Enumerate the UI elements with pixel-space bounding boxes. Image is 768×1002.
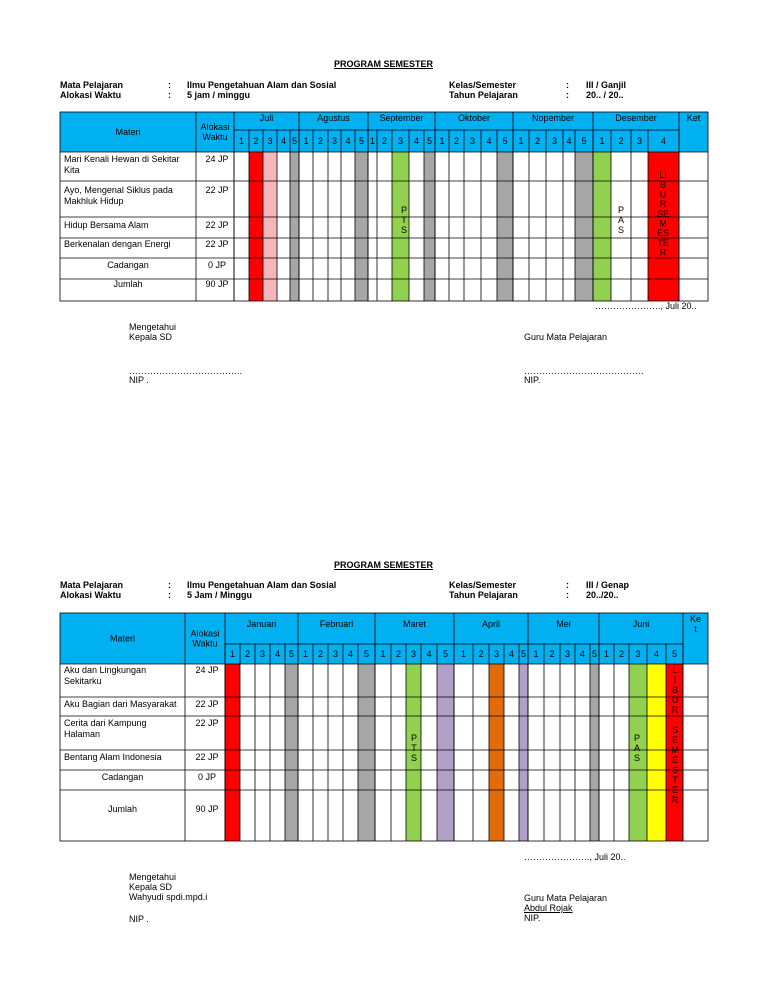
week-number: 1 bbox=[439, 136, 445, 146]
pas-label: P bbox=[633, 733, 641, 743]
col-alokasi-header: Alokasi bbox=[190, 628, 220, 639]
week-number: 3 bbox=[636, 136, 643, 146]
week-number: 2 bbox=[549, 649, 555, 659]
alokasi-cell: 22 JP bbox=[205, 239, 229, 249]
sem2-guru: Guru Mata Pelajaran bbox=[524, 893, 608, 903]
materi-cell: Makhluk Hidup bbox=[64, 196, 124, 206]
week-number: 4 bbox=[508, 649, 515, 659]
materi-cell: Sekitarku bbox=[64, 676, 102, 686]
sem2-alokasi-value: 5 Jam / Minggu bbox=[187, 590, 253, 600]
week-number: 3 bbox=[635, 649, 641, 659]
materi-cell: Hidup Bersama Alam bbox=[64, 220, 149, 230]
sem2-kelas-value: III / Genap bbox=[586, 580, 630, 590]
week-number: 1 bbox=[303, 136, 309, 146]
libur-semester-label: L bbox=[672, 665, 678, 675]
sem1-tahun-value: 20.. / 20.. bbox=[586, 90, 624, 100]
alokasi-cell: 22 JP bbox=[205, 220, 229, 230]
sem2-date-line: …………………., Juli 20.. bbox=[524, 852, 626, 862]
week-number: 2 bbox=[534, 136, 541, 146]
week-number: 2 bbox=[395, 649, 402, 659]
materi-cell: Cadangan bbox=[101, 772, 144, 782]
libur-semester-label: R bbox=[659, 247, 667, 258]
sem2-kepala-name: Wahyudi spdi.mpd.i bbox=[129, 892, 208, 902]
sem2-nip-left: NIP . bbox=[129, 914, 149, 924]
week-fill-red bbox=[225, 664, 240, 841]
month-label: Februari bbox=[319, 619, 354, 629]
sem2-mengetahui: Mengetahui bbox=[129, 872, 177, 882]
col-materi-header: Materi bbox=[115, 127, 141, 137]
pas-label: S bbox=[617, 225, 625, 235]
col-ket-header: t bbox=[694, 624, 697, 634]
col-ket-header: Ke bbox=[689, 614, 702, 624]
materi-cell: Kita bbox=[64, 165, 80, 175]
alokasi-cell: 24 JP bbox=[195, 665, 219, 675]
pas-label: A bbox=[617, 215, 625, 225]
week-fill-lavender bbox=[519, 664, 528, 841]
libur-semester-label: E bbox=[671, 785, 679, 795]
week-number: 2 bbox=[478, 649, 484, 659]
week-number: 5 bbox=[581, 136, 587, 146]
sem1-kepala: Kepala SD bbox=[129, 332, 173, 342]
week-number: 4 bbox=[653, 649, 660, 659]
week-number: 3 bbox=[331, 136, 338, 146]
libur-semester-label: S bbox=[671, 725, 679, 735]
week-number: 1 bbox=[533, 649, 539, 659]
week-number: 3 bbox=[397, 136, 404, 146]
week-number: 5 bbox=[426, 136, 433, 146]
materi-cell: Cerita dari Kampung bbox=[64, 718, 147, 728]
libur-semester-label: LI bbox=[659, 170, 667, 180]
sem1-dots-right: …………………………………. bbox=[524, 366, 644, 376]
sem1-guru: Guru Mata Pelajaran bbox=[524, 332, 608, 342]
sem2-colon: : bbox=[168, 580, 171, 590]
sem2-mapel-value: Ilmu Pengetahuan Alam dan Sosial bbox=[187, 580, 337, 590]
week-number: 2 bbox=[317, 649, 324, 659]
alokasi-cell: 0 JP bbox=[197, 772, 217, 782]
month-label: Oktober bbox=[457, 113, 491, 123]
libur-semester-label: S bbox=[671, 765, 679, 775]
pts-label: S bbox=[410, 753, 418, 763]
week-number: 4 bbox=[660, 136, 667, 146]
week-number: 3 bbox=[332, 649, 339, 659]
sem1-date-line: …………………., Juli 20.. bbox=[595, 301, 697, 311]
col-alokasi-header: Alokasi bbox=[200, 122, 230, 132]
week-fill-lavender bbox=[437, 664, 454, 841]
sem1-colon: : bbox=[168, 80, 171, 90]
sem2-title: PROGRAM SEMESTER bbox=[334, 560, 434, 570]
week-number: 5 bbox=[502, 136, 508, 146]
sem2-guru-name: Abdul Rojak bbox=[524, 903, 573, 913]
week-number: 4 bbox=[413, 136, 420, 146]
libur-semester-label: I bbox=[673, 675, 677, 685]
libur-semester-label: ES bbox=[656, 228, 670, 239]
week-number: 5 bbox=[442, 649, 449, 659]
libur-semester-label: B bbox=[659, 179, 667, 190]
month-label: Nopember bbox=[531, 113, 575, 123]
libur-semester-label: R bbox=[671, 795, 679, 805]
week-fill-gray bbox=[285, 664, 298, 841]
col-alokasi-header: Waktu bbox=[192, 638, 218, 649]
sem1-mapel-value: Ilmu Pengetahuan Alam dan Sosial bbox=[187, 80, 337, 90]
pts-label: S bbox=[400, 225, 408, 235]
sem1-dots-left: ……………………………….. bbox=[129, 366, 243, 376]
alokasi-cell: 0 JP bbox=[207, 260, 227, 270]
week-number: 3 bbox=[410, 649, 417, 659]
week-number: 4 bbox=[274, 649, 281, 659]
sem1-colon: : bbox=[566, 90, 569, 100]
alokasi-cell: 22 JP bbox=[195, 699, 219, 709]
week-number: 2 bbox=[317, 136, 324, 146]
pts-label: P bbox=[400, 205, 408, 215]
pas-label: P bbox=[617, 205, 625, 215]
week-number: 3 bbox=[267, 136, 273, 146]
month-label: Maret bbox=[402, 619, 427, 629]
sem1-nip-right: NIP. bbox=[524, 375, 541, 385]
materi-cell: Ayo, Mengenal Siklus pada bbox=[64, 185, 173, 195]
libur-semester-label: M bbox=[659, 218, 667, 229]
week-fill-orange bbox=[489, 664, 504, 841]
sem2-alokasi-label: Alokasi Waktu bbox=[60, 590, 122, 600]
week-number: 5 bbox=[671, 649, 678, 659]
pts-label: P bbox=[410, 733, 418, 743]
week-number: 1 bbox=[229, 649, 236, 659]
week-number: 4 bbox=[579, 649, 586, 659]
sem1-mengetahui: Mengetahui bbox=[129, 322, 177, 332]
materi-cell: Jumlah bbox=[107, 804, 138, 814]
week-number: 5 bbox=[288, 649, 295, 659]
alokasi-cell: 22 JP bbox=[195, 718, 219, 728]
week-number: 1 bbox=[460, 649, 467, 659]
month-label: Desember bbox=[615, 113, 657, 123]
libur-semester-label: T bbox=[672, 775, 678, 785]
libur-semester-label: B bbox=[671, 685, 679, 695]
libur-semester-label: E bbox=[671, 755, 679, 765]
week-number: 3 bbox=[493, 649, 500, 659]
pas-label: A bbox=[633, 743, 641, 753]
sem2-nip-right: NIP. bbox=[524, 913, 541, 923]
week-number: 4 bbox=[426, 649, 432, 659]
week-number: 2 bbox=[453, 136, 460, 146]
week-number: 4 bbox=[345, 136, 351, 146]
week-fill-yellow bbox=[647, 664, 666, 841]
materi-cell: Bentang Alam Indonesia bbox=[64, 752, 162, 762]
alokasi-cell: 90 JP bbox=[205, 279, 229, 289]
month-label: Juli bbox=[259, 113, 274, 123]
sem1-alokasi-value: 5 jam / minggu bbox=[187, 90, 251, 100]
pts-label: T bbox=[401, 215, 407, 225]
libur-semester-label: SE bbox=[656, 208, 670, 219]
libur-semester-label: R bbox=[659, 199, 667, 210]
month-label: Mei bbox=[556, 619, 571, 629]
libur-semester-label: R bbox=[671, 705, 679, 715]
alokasi-cell: 24 JP bbox=[205, 154, 229, 164]
sem1-nip-left: NIP . bbox=[129, 375, 149, 385]
week-number: 2 bbox=[244, 649, 251, 659]
week-number: 2 bbox=[381, 136, 388, 146]
week-number: 5 bbox=[591, 649, 598, 659]
materi-cell: Berkenalan dengan Energi bbox=[64, 239, 171, 249]
materi-cell: Aku Bagian dari Masyarakat bbox=[64, 699, 177, 709]
sem1-kelas-value: III / Ganjil bbox=[586, 80, 627, 90]
week-number: 4 bbox=[347, 649, 354, 659]
sem1-mapel-label: Mata Pelajaran bbox=[60, 80, 124, 90]
sem1-tahun-label: Tahun Pelajaran bbox=[449, 90, 518, 100]
sem2-tahun-label: Tahun Pelajaran bbox=[449, 590, 518, 600]
pas-label: S bbox=[633, 753, 641, 763]
week-number: 4 bbox=[566, 136, 572, 146]
week-number: 2 bbox=[618, 136, 624, 146]
sem2-colon: : bbox=[168, 590, 171, 600]
week-number: 1 bbox=[518, 136, 524, 146]
materi-cell: Mari Kenali Hewan di Sekitar bbox=[64, 154, 180, 164]
sem1-alokasi-label: Alokasi Waktu bbox=[60, 90, 122, 100]
week-number: 3 bbox=[259, 649, 266, 659]
month-label: Januari bbox=[246, 619, 277, 629]
month-label: September bbox=[379, 113, 424, 123]
week-number: 3 bbox=[564, 649, 571, 659]
libur-semester-label: M bbox=[671, 745, 679, 755]
libur-semester-label: U bbox=[671, 695, 679, 705]
alokasi-cell: 22 JP bbox=[195, 752, 219, 762]
week-number: 3 bbox=[551, 136, 558, 146]
week-number: 5 bbox=[520, 649, 527, 659]
sem2-colon: : bbox=[566, 580, 569, 590]
sem1-colon: : bbox=[566, 80, 569, 90]
libur-semester-label: U bbox=[659, 189, 667, 200]
week-number: 3 bbox=[469, 136, 476, 146]
sem2-mapel-label: Mata Pelajaran bbox=[60, 580, 124, 590]
week-number: 4 bbox=[280, 136, 287, 146]
week-number: 4 bbox=[486, 136, 492, 146]
week-number: 1 bbox=[603, 649, 610, 659]
week-number: 1 bbox=[599, 136, 605, 146]
materi-cell: Halaman bbox=[64, 729, 101, 739]
materi-cell: Cadangan bbox=[107, 260, 149, 270]
col-alokasi-header: Waktu bbox=[202, 132, 228, 142]
sem1-kelas-label: Kelas/Semester bbox=[449, 80, 517, 90]
col-ket-header: Ket bbox=[686, 113, 701, 123]
sem2-kepala: Kepala SD bbox=[129, 882, 173, 892]
week-number: 5 bbox=[291, 136, 298, 146]
month-label: Juni bbox=[632, 619, 650, 629]
alokasi-cell: 22 JP bbox=[205, 185, 229, 195]
week-number: 1 bbox=[369, 136, 376, 146]
month-label: Agustus bbox=[317, 113, 350, 123]
materi-cell: Aku dan Lingkungan bbox=[64, 665, 147, 675]
sem2-tahun-value: 20../20.. bbox=[586, 590, 619, 600]
week-number: 1 bbox=[238, 136, 245, 146]
sem2-kelas-label: Kelas/Semester bbox=[449, 580, 517, 590]
week-number: 5 bbox=[363, 649, 370, 659]
libur-semester-label: TE bbox=[657, 237, 669, 248]
sem1-colon: : bbox=[168, 90, 171, 100]
week-number: 1 bbox=[302, 649, 309, 659]
month-label: April bbox=[481, 619, 501, 629]
week-fill-gray bbox=[358, 664, 375, 841]
week-number: 2 bbox=[253, 136, 259, 146]
week-number: 2 bbox=[618, 649, 625, 659]
week-number: 1 bbox=[380, 649, 386, 659]
week-number: 5 bbox=[358, 136, 365, 146]
sem1-title: PROGRAM SEMESTER bbox=[334, 59, 434, 69]
libur-semester-label: E bbox=[671, 735, 679, 745]
week-fill-gray bbox=[590, 664, 599, 841]
sem2-colon: : bbox=[566, 590, 569, 600]
col-materi-header: Materi bbox=[109, 633, 136, 644]
materi-cell: Jumlah bbox=[113, 279, 143, 289]
alokasi-cell: 90 JP bbox=[195, 804, 219, 814]
pts-label: T bbox=[411, 743, 417, 753]
